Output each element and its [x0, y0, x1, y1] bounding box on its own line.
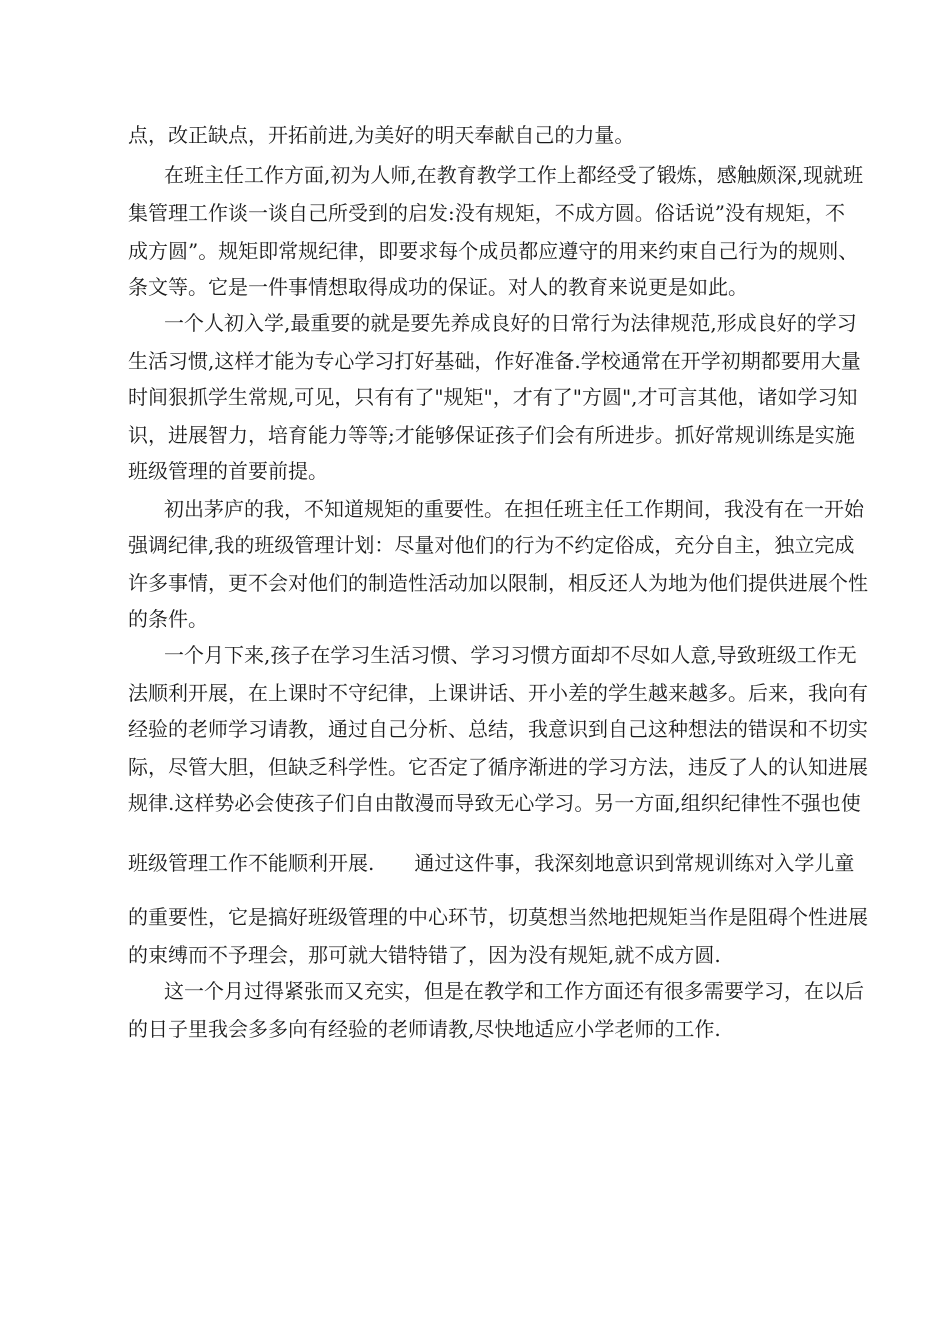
text-line: 集管理工作谈一谈自己所受到的启发:没有规矩，不成方圆。俗话说”没有规矩，不 [128, 201, 845, 225]
text-line: 的重要性，它是搞好班级管理的中心环节，切莫想当然地把规矩当作是阻碍个性进展 [128, 905, 868, 929]
text-line: 成方圆”。规矩即常规纪律，即要求每个成员都应遵守的用来约束自己行为的规则、 [128, 239, 859, 263]
text-line: 这一个月过得紧张而又充实，但是在教学和工作方面还有很多需要学习，在以后 [164, 979, 864, 1003]
text-line: 经验的老师学习请教，通过自己分析、总结，我意识到自己这种想法的错误和不切实 [128, 717, 868, 741]
text-line: 点，改正缺点，开拓前进,为美好的明天奉献自己的力量。 [128, 123, 635, 147]
text-line: 条文等。它是一件事情想取得成功的保证。对人的教育来说更是如此。 [128, 275, 748, 299]
text-line: 班级管理工作不能顺利开展. 通过这件事，我深刻地意识到常规训练对入学儿童 [128, 851, 855, 875]
text-line: 在班主任工作方面,初为人师,在教育教学工作上都经受了锻炼，感触颇深,现就班 [164, 163, 864, 187]
text-line: 许多事情，更不会对他们的制造性活动加以限制，相反还人为地为他们提供进展个性 [128, 571, 868, 595]
text-line: 初出茅庐的我，不知道规矩的重要性。在担任班主任工作期间，我没有在一开始 [164, 497, 864, 521]
text-line: 的束缚而不予理会，那可就大错特错了，因为没有规矩,就不成方圆. [128, 943, 721, 967]
text-line: 一个月下来,孩子在学习生活习惯、学习习惯方面却不尽如人意,导致班级工作无 [164, 643, 857, 667]
text-line: 强调纪律,我的班级管理计划：尽量对他们的行为不约定俗成，充分自主，独立完成 [128, 533, 855, 557]
text-line: 法顺利开展，在上课时不守纪律，上课讲话、开小差的学生越来越多。后来，我向有 [128, 681, 868, 705]
text-line: 的条件。 [128, 607, 208, 631]
text-line: 一个人初入学,最重要的就是要先养成良好的日常行为法律规范,形成良好的学习 [164, 311, 857, 335]
text-line: 班级管理的首要前提。 [128, 459, 328, 483]
text-line: 的日子里我会多多向有经验的老师请教,尽快地适应小学老师的工作. [128, 1017, 721, 1041]
text-line: 识，进展智力，培育能力等等;才能够保证孩子们会有所进步。抓好常规训练是实施 [128, 423, 855, 447]
text-line: 生活习惯,这样才能为专心学习打好基础，作好准备.学校通常在开学初期都要用大量 [128, 349, 861, 373]
text-line: 际，尽管大胆，但缺乏科学性。它否定了循序渐进的学习方法，违反了人的认知进展 [128, 755, 868, 779]
text-line: 规律.这样势必会使孩子们自由散漫而导致无心学习。另一方面,组织纪律性不强也使 [128, 791, 861, 815]
text-line: 时间狠抓学生常规,可见，只有有了"规矩"，才有了"方圆",才可言其他，诸如学习知 [128, 385, 858, 409]
